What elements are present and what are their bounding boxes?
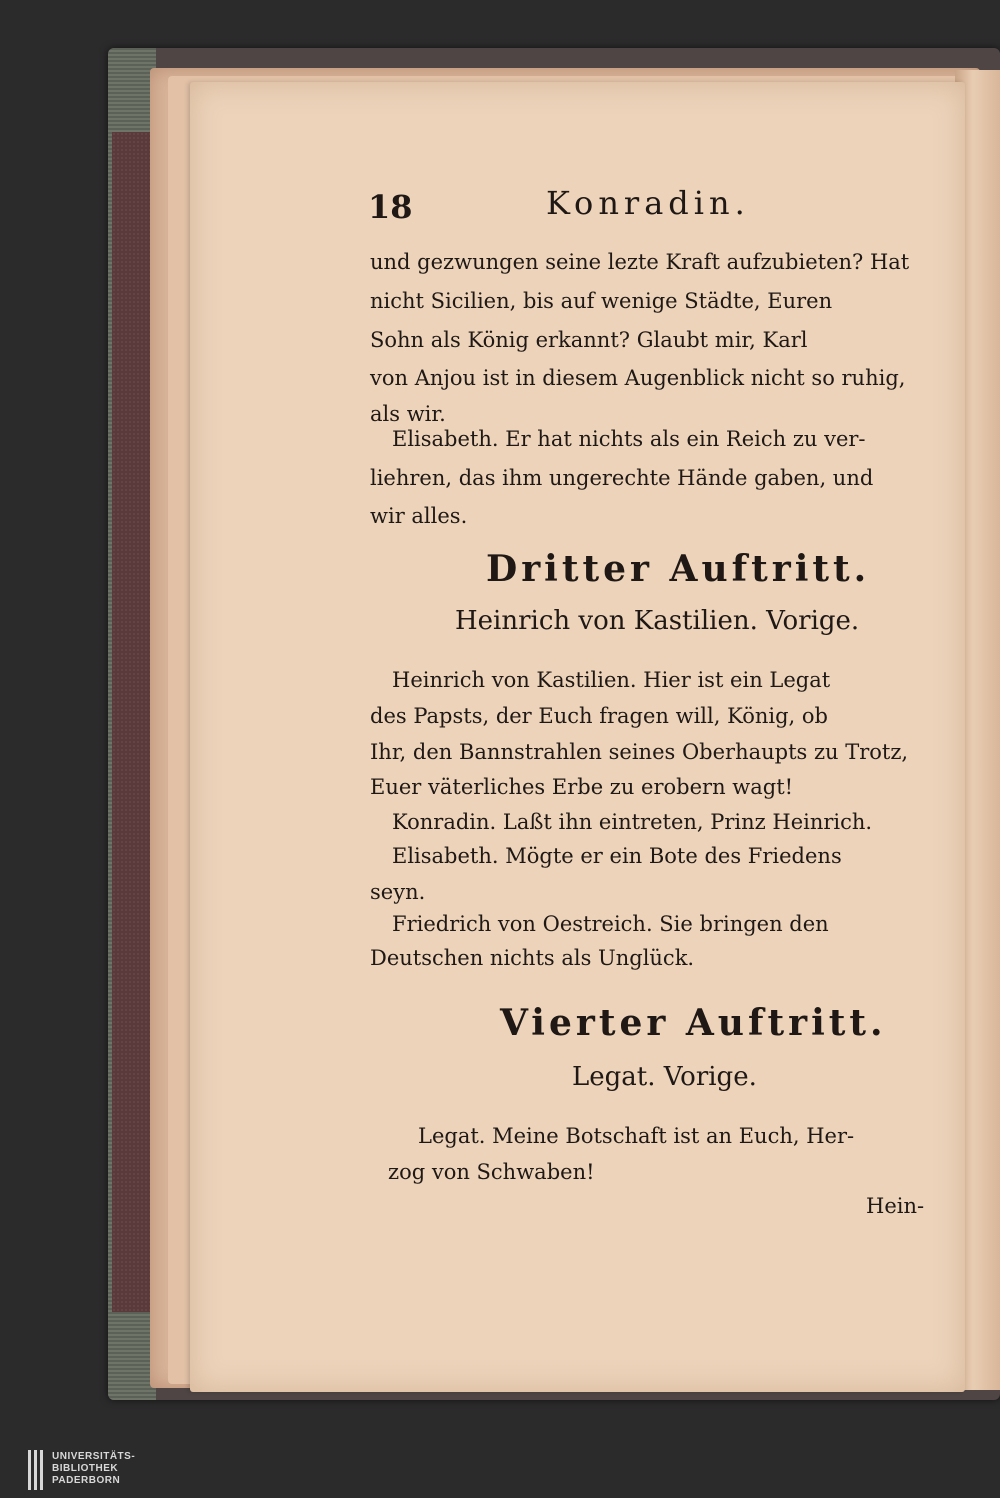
text-line: liehren, das ihm ungerechte Hände gaben, und (370, 466, 874, 490)
library-logo-text (52, 1451, 135, 1487)
text-line: und gezwungen seine lezte Kraft aufzubieten? Hat (370, 250, 910, 274)
text-line: Konradin. Laßt ihn eintreten, Prinz Heinrich. (392, 810, 873, 834)
text-line: von Anjou ist in diesem Augenblick nicht so ruhig, (370, 366, 906, 390)
text-line: Elisabeth. Mögte er ein Bote des Friedens (392, 844, 842, 868)
logo-line: UNIVERSITÄTS- (52, 1451, 136, 1462)
book-page (190, 82, 965, 1392)
catchword: Hein- (866, 1194, 925, 1218)
text-line: nicht Sicilien, bis auf wenige Städte, Euren (370, 289, 833, 313)
spine-leather (112, 132, 154, 1312)
text-line: Friedrich von Oestreich. Sie bringen den (392, 912, 829, 936)
text-line: als wir. (370, 402, 446, 426)
library-logo-icon (28, 1450, 46, 1490)
text-line: Legat. Meine Botschaft ist an Euch, Her- (418, 1124, 855, 1148)
running-title: Konradin. (546, 184, 750, 222)
text-line: zog von Schwaben! (388, 1160, 595, 1184)
page-number: 18 (368, 188, 413, 226)
text-line: wir alles. (370, 504, 468, 528)
logo-line: BIBLIOTHEK (52, 1463, 119, 1474)
text-line: Euer väterliches Erbe zu erobern wagt! (370, 775, 794, 799)
text-line: Deutschen nichts als Unglück. (370, 946, 695, 970)
scene-heading: Dritter Auftritt. (486, 548, 871, 590)
text-line: seyn. (370, 880, 426, 904)
text-line: Sohn als König erkannt? Glaubt mir, Karl (370, 328, 808, 352)
scene-persons: Heinrich von Kastilien. Vorige. (455, 606, 860, 636)
footer-bar (0, 1448, 1000, 1498)
text-line: Heinrich von Kastilien. Hier ist ein Legat (392, 668, 831, 692)
scene-heading: Vierter Auftritt. (500, 1002, 887, 1044)
scene-persons: Legat. Vorige. (572, 1062, 757, 1092)
text-line: Elisabeth. Er hat nichts als ein Reich zu ver- (392, 427, 866, 451)
logo-line: PADERBORN (52, 1475, 121, 1486)
text-line: des Papsts, der Euch fragen will, König, ob (370, 704, 828, 728)
text-line: Ihr, den Bannstrahlen seines Oberhaupts zu Trotz, (370, 740, 909, 764)
